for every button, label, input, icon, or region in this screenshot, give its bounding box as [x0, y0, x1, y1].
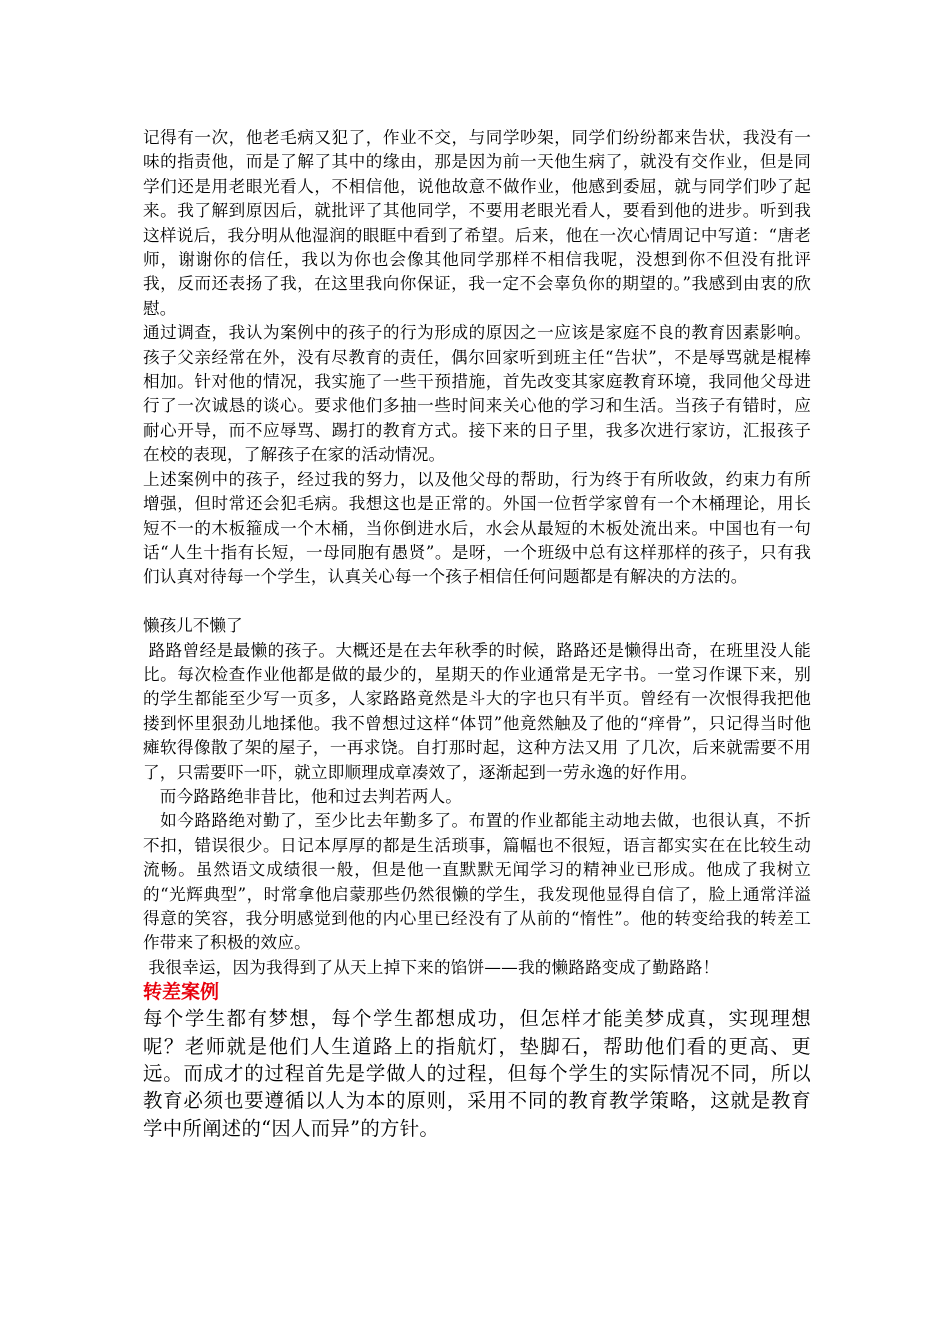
- paragraph-praise-story: 记得有一次，他老毛病又犯了，作业不交，与同学吵架，同学们纷纷都来告状，我没有一味的指责他，而是了解了其中的缘由，那是因为前一天他生病了，就没有交作业，但是同学们还是用老眼光看人，不相信他，说他故意不做作业，他感到委屈，就与同学们吵了起来。我了解到原因后，就批评了其他同学，不要用老眼光看人，要看到他的进步。听到我这样说后，我分明从他湿润的眼眶中看到了希望。后来，他在一次心情周记中写道：“唐老师，谢谢你的信任，我以为你也会像其他同学那样不相信我呢，没想到你不但没有批评我，反而还表扬了我，在这里我向你保证，我一定不会辜负你的期望的。”我感到由衷的欣慰。: [143, 128, 811, 318]
- document-content: [143, 126, 811, 1142]
- paragraph-barrel-theory: 上述案例中的孩子，经过我的努力，以及他父母的帮助，行为终于有所收敛，约束力有所增强，但时常还会犯毛病。我想这也是正常的。外国一位哲学家曾有一个木桶理论，用长短不一的木板箍成一个木桶，当你倒进水后，水会从最短的木板处流出来。中国也有一句话“人生十指有长短，一母同胞有愚贤”。是呀，一个班级中总有这样那样的孩子，只有我们认真对待每一个学生，认真关心每一个孩子相信任何问题都是有解决的方法的。: [143, 469, 811, 587]
- paragraph-lazy-past: 路路曾经是最懒的孩子。大概还是在去年秋季的时候，路路还是懒得出奇，在班里没人能比。每次检查作业他都是做的最少的，星期天的作业通常是无字书。一堂习作课下来，别的学生都能至少写一页多，人家路路竟然是斗大的字也只有半页。曾经有一次恨得我把他搂到怀里狠劲儿地揉他。我不曾想过这样“体罚”他竟然触及了他的“痒骨”，只记得当时他瘫软得像散了架的屋子，一再求饶。自打那时起，这种方法又用 了几次，后来就需要不用了，只需要吓一吓，就立即顺理成章凑效了，逐渐起到一劳永逸的好作用。: [143, 640, 811, 782]
- paragraph-intro-large: 每个学生都有梦想，每个学生都想成功，但怎样才能美梦成真，实现理想呢？老师就是他们人生道路上的指航灯，垫脚石，帮助他们看的更高、更远。而成才的过程首先是学做人的过程，但每个学生的实际情况不同，所以教育必须也要遵循以人为本的原则，采用不同的教育教学策略，这就是教育学中所阐述的“因人而异”的方针。: [143, 1007, 811, 1140]
- paragraph-now-diligent: 如今路路绝对勤了，至少比去年勤多了。布置的作业都能主动地去做，也很认真，不折不扣，错误很少。日记本厚厚的都是生活琐事，篇幅也不很短，语言都实实在在比较生动流畅。虽然语文成绩很一般，但是他一直默默无闻学习的精神业已形成。他成了我树立的“光辉典型”，时常拿他启蒙那些仍然很懒的学生，我发现他显得自信了，脸上通常洋溢得意的笑容，我分明感觉到他的内心里已经没有了从前的“惰性”。他的转变给我的转差工作带来了积极的效应。: [143, 811, 811, 953]
- section-heading: 转差案例: [143, 981, 220, 1004]
- paragraph-now-changed: 而今路路绝非昔比，他和过去判若两人。: [143, 786, 463, 806]
- story-title: 懒孩儿不懒了: [143, 616, 243, 636]
- paragraph-conclusion: 我很幸运，因为我得到了从天上掉下来的馅饼——我的懒路路变成了勤路路！: [143, 957, 720, 977]
- blank-line: [143, 590, 811, 614]
- paragraph-family-cause: 通过调查，我认为案例中的孩子的行为形成的原因之一应该是家庭不良的教育因素影响。孩子父亲经常在外，没有尽教育的责任，偶尔回家听到班主任“告状”，不是辱骂就是棍棒相加。针对他的情况，我实施了一些干预措施，首先改变其家庭教育环境，我同他父母进行了一次诚恳的谈心。要求他们多抽一些时间来关心他的学习和生活。当孩子有错时，应耐心开导，而不应辱骂、踢打的教育方式。接下来的日子里，我多次进行家访，汇报孩子在校的表现，了解孩子在家的活动情况。: [143, 323, 811, 465]
